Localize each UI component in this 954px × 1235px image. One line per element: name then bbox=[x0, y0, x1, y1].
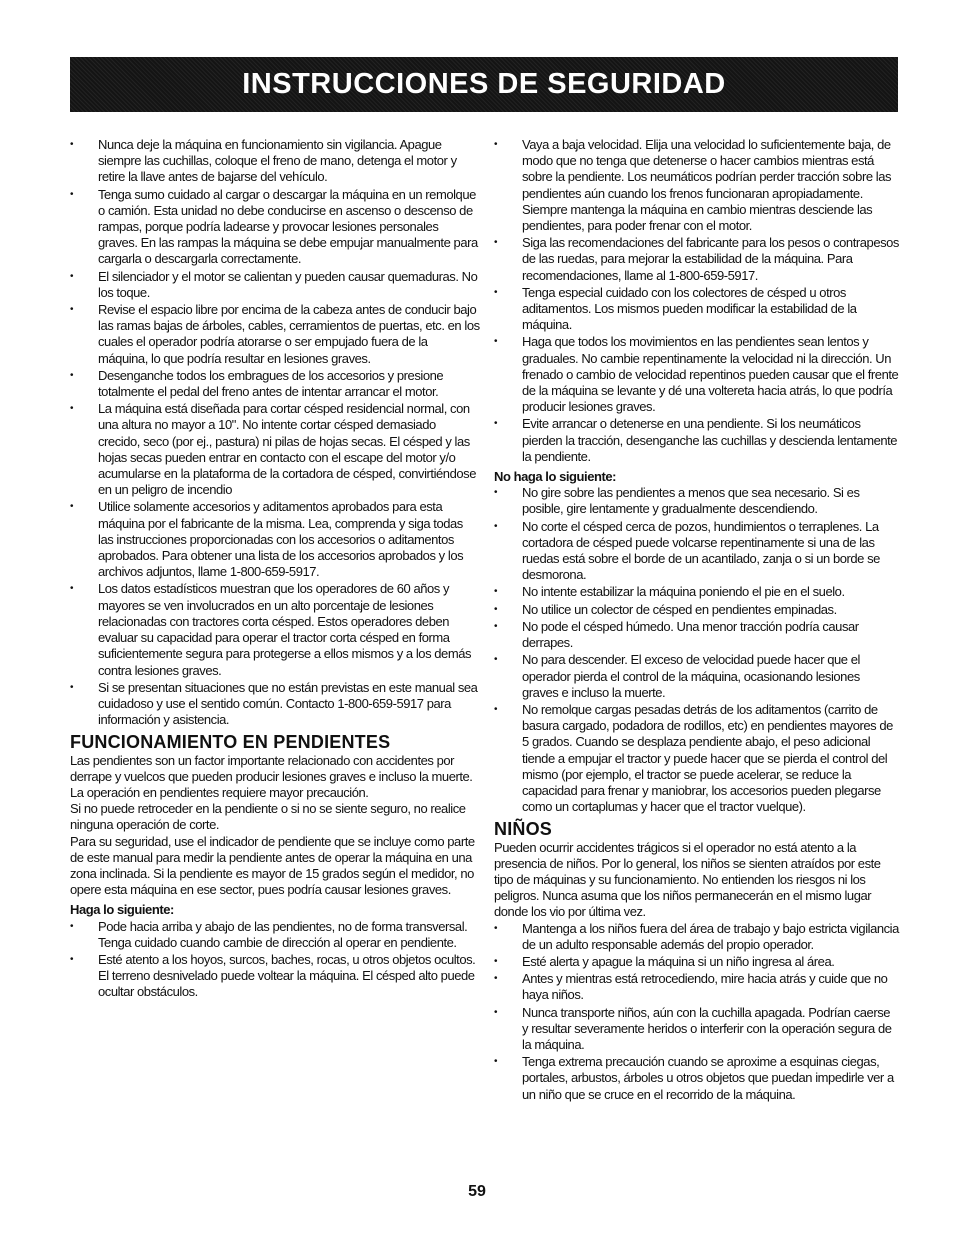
list-item: • Nunca transporte niños, aún con la cuchilla apagada. Podrían caerse y resultar severamente heridos o interferir con la operación segura de la máquina. bbox=[494, 1005, 899, 1054]
children-list bbox=[494, 921, 899, 1103]
general-safety-list bbox=[70, 137, 480, 728]
right-column bbox=[494, 137, 899, 1104]
slopes-paragraph: Las pendientes son un factor importante relacionado con accidentes por derrape y vuelcos que pueden producir lesiones graves e incluso la muerte. La operación en pendientes requiere mayor precaución. bbox=[70, 752, 473, 800]
list-item: • Utilice solamente accesorios y aditamentos aprobados para esta máquina por el fabricante de la misma. Lea, comprenda y siga todas las instrucciones proporcionadas con los accesorios o aditamentos aprobados. Para obtener una lista de los accesorios aprobados y los archivos adjuntos, llame 1-800-659-5917. bbox=[70, 499, 480, 580]
list-item: • Vaya a baja velocidad. Elija una velocidad lo suficientemente baja, de modo que no tenga que detenerse o hacer cambios mientras está sobre la pendiente. Los neumáticos podrían perder tracción sobre las pendientes aún cuando los frenos funcionaran apropiadamente. Siempre mantenga la máquina en cambio mientras desciende las pendientes, para poder frenar con el motor. bbox=[494, 137, 899, 234]
list-item: • Nunca deje la máquina en funcionamiento sin vigilancia. Apague siempre las cuchillas, coloque el freno de mano, detenga el motor y retire la llave antes de bajarse del vehículo. bbox=[70, 137, 480, 186]
slopes-heading: FUNCIONAMIENTO EN PENDIENTES bbox=[70, 732, 391, 753]
list-item: • Esté alerta y apague la máquina si un niño ingresa al área. bbox=[494, 954, 899, 970]
list-item: • No remolque cargas pesadas detrás de los aditamentos (carrito de basura cargado, podadora de rodillos, etc) en pendientes mayores de 5 grados. Cuando se desplaza pendiente abajo, el peso adicional tiende a empujar el tractor y puede hacer que se pierda el control del mismo (por ejemplo, el tractor se puede acelerar, se reduce la capacidad para frenar y maniobrar, los accesorios pueden plegarse como un cortaplumas y hacer que el tractor vuelque). bbox=[494, 702, 899, 815]
dont-heading: No haga lo siguiente: bbox=[494, 469, 617, 485]
list-item: • El silenciador y el motor se calientan y pueden causar quemaduras. No los toque. bbox=[70, 269, 480, 301]
list-item: • Evite arrancar o detenerse en una pendiente. Si los neumáticos pierden la tracción, desenganche las cuchillas y descienda lentamente la pendiente. bbox=[494, 416, 899, 465]
list-item: • No corte el césped cerca de pozos, hundimientos o terraplenes. La cortadora de césped puede volcarse repentinamente si una de las ruedas está sobre el borde de un acantilado, zanja o si un borde se desmorona. bbox=[494, 519, 899, 584]
do-list bbox=[70, 919, 480, 1001]
list-item: • Tenga sumo cuidado al cargar o descargar la máquina en un remolque o camión. Esta unidad no debe conducirse en ascenso o descenso de rampas, porque podría ladearse y provocar lesiones personales graves. En las rampas la máquina se debe empujar manualmente para cargarla o descargarla correctamente. bbox=[70, 187, 480, 268]
list-item: • Pode hacia arriba y abajo de las pendientes, no de forma transversal. Tenga cuidado cuando cambie de dirección al operar en pendiente. bbox=[70, 919, 480, 951]
slopes-paragraph: Si no puede retroceder en la pendiente o si no se siente seguro, no realice ninguna operación de corte. bbox=[70, 801, 466, 833]
section-banner bbox=[70, 57, 898, 112]
list-item: • Tenga especial cuidado con los colectores de césped u otros aditamentos. Los mismos pueden modificar la estabilidad de la máquina. bbox=[494, 285, 899, 334]
list-item: • Los datos estadísticos muestran que los operadores de 60 años y mayores se ven involucrados en un alto porcentaje de lesiones relacionadas con tractores corta césped. Estos operadores deben evaluar su capacidad para operar el tractor corta césped en forma suficientemente segura para protegerse a ellos mismos y a los demás contra lesiones graves. bbox=[70, 581, 480, 678]
list-item: • Desenganche todos los embragues de los accesorios y presione totalmente el pedal del freno antes de intentar arrancar el motor. bbox=[70, 368, 480, 400]
list-item: • No intente estabilizar la máquina poniendo el pie en el suelo. bbox=[494, 584, 899, 600]
children-paragraph: Pueden ocurrir accidentes trágicos si el operador no está atento a la presencia de niños. Por lo general, los niños se sienten atraídos por este tipo de máquinas y su funcionamiento. No entienden los riesgos ni los peligros. Nunca asuma que los niños permanecerán en el mismo lugar donde los vio por última vez. bbox=[494, 839, 881, 920]
left-column bbox=[70, 137, 480, 1002]
slope-practices-list bbox=[494, 137, 899, 465]
list-item: • Esté atento a los hoyos, surcos, baches, rocas, u otros objetos ocultos. El terreno desnivelado puede voltear la máquina. El césped alto puede ocultar obstáculos. bbox=[70, 952, 480, 1001]
list-item: • Antes y mientras está retrocediendo, mire hacia atrás y cuide que no haya niños. bbox=[494, 971, 899, 1003]
list-item: • No para descender. El exceso de velocidad puede hacer que el operador pierda el control de la máquina, ocasionando lesiones graves e incluso la muerte. bbox=[494, 652, 899, 701]
slopes-paragraph: Para su seguridad, use el indicador de pendiente que se incluye como parte de este manual para medir la pendiente antes de operar la máquina en una zona inclinada. Si la pendiente es mayor de 15 grados según el medidor, no opere esta máquina en ese sector, pues podría causar lesiones graves. bbox=[70, 833, 475, 898]
list-item: • Siga las recomendaciones del fabricante para los pesos o contrapesos de las ruedas, para mejorar la estabilidad de la máquina. Para recomendaciones, llame al 1-800-659-5917. bbox=[494, 235, 899, 284]
list-item: • Mantenga a los niños fuera del área de trabajo y bajo estricta vigilancia de un adulto responsable además del propio operador. bbox=[494, 921, 899, 953]
list-item: • Tenga extrema precaución cuando se aproxime a esquinas ciegas, portales, arbustos, árboles u otros objetos que puedan impedirle ver a un niño que se cruce en el recorrido de la máquina. bbox=[494, 1054, 899, 1103]
list-item: • No pode el césped húmedo. Una menor tracción podría causar derrapes. bbox=[494, 619, 899, 651]
dont-list bbox=[494, 485, 899, 815]
list-item: • No utilice un colector de césped en pendientes empinadas. bbox=[494, 602, 899, 618]
children-heading: NIÑOS bbox=[494, 819, 553, 840]
list-item: • Haga que todos los movimientos en las pendientes sean lentos y graduales. No cambie repentinamente la velocidad ni la dirección. Un frenado o cambio de velocidad repentinos pueden causar que el frente de la máquina se levante y dé una voltereta hacia atrás, lo que podría producir lesiones graves. bbox=[494, 334, 899, 415]
do-heading: Haga lo siguiente: bbox=[70, 902, 174, 918]
list-item: • No gire sobre las pendientes a menos que sea necesario. Si es posible, gire lentamente y gradualmente descendiendo. bbox=[494, 485, 899, 517]
list-item: • La máquina está diseñada para cortar césped residencial normal, con una altura no mayor a 10". No intente cortar césped demasiado crecido, seco (por ej., pastura) ni pilas de hojas secas. El césped y las hojas secas pueden entrar en contacto con el escape del motor y/o acumularse en la plataforma de la cortadora de césped, convirtiéndose en un peligro de incendio bbox=[70, 401, 480, 498]
page-number: 59 bbox=[468, 1183, 486, 1200]
list-item: • Revise el espacio libre por encima de la cabeza antes de conducir bajo las ramas bajas de árboles, cables, cerramientos de puertas, etc. en los cuales el operador podría atorarse o ser empujado fuera de la máquina, lo que podría resultar en lesiones graves. bbox=[70, 302, 480, 367]
list-item: • Si se presentan situaciones que no están previstas en este manual sea cuidadoso y use el sentido común. Contacto 1-800-659-5917 para información y asistencia. bbox=[70, 680, 480, 729]
page-title: INSTRUCCIONES DE SEGURIDAD bbox=[242, 68, 726, 100]
